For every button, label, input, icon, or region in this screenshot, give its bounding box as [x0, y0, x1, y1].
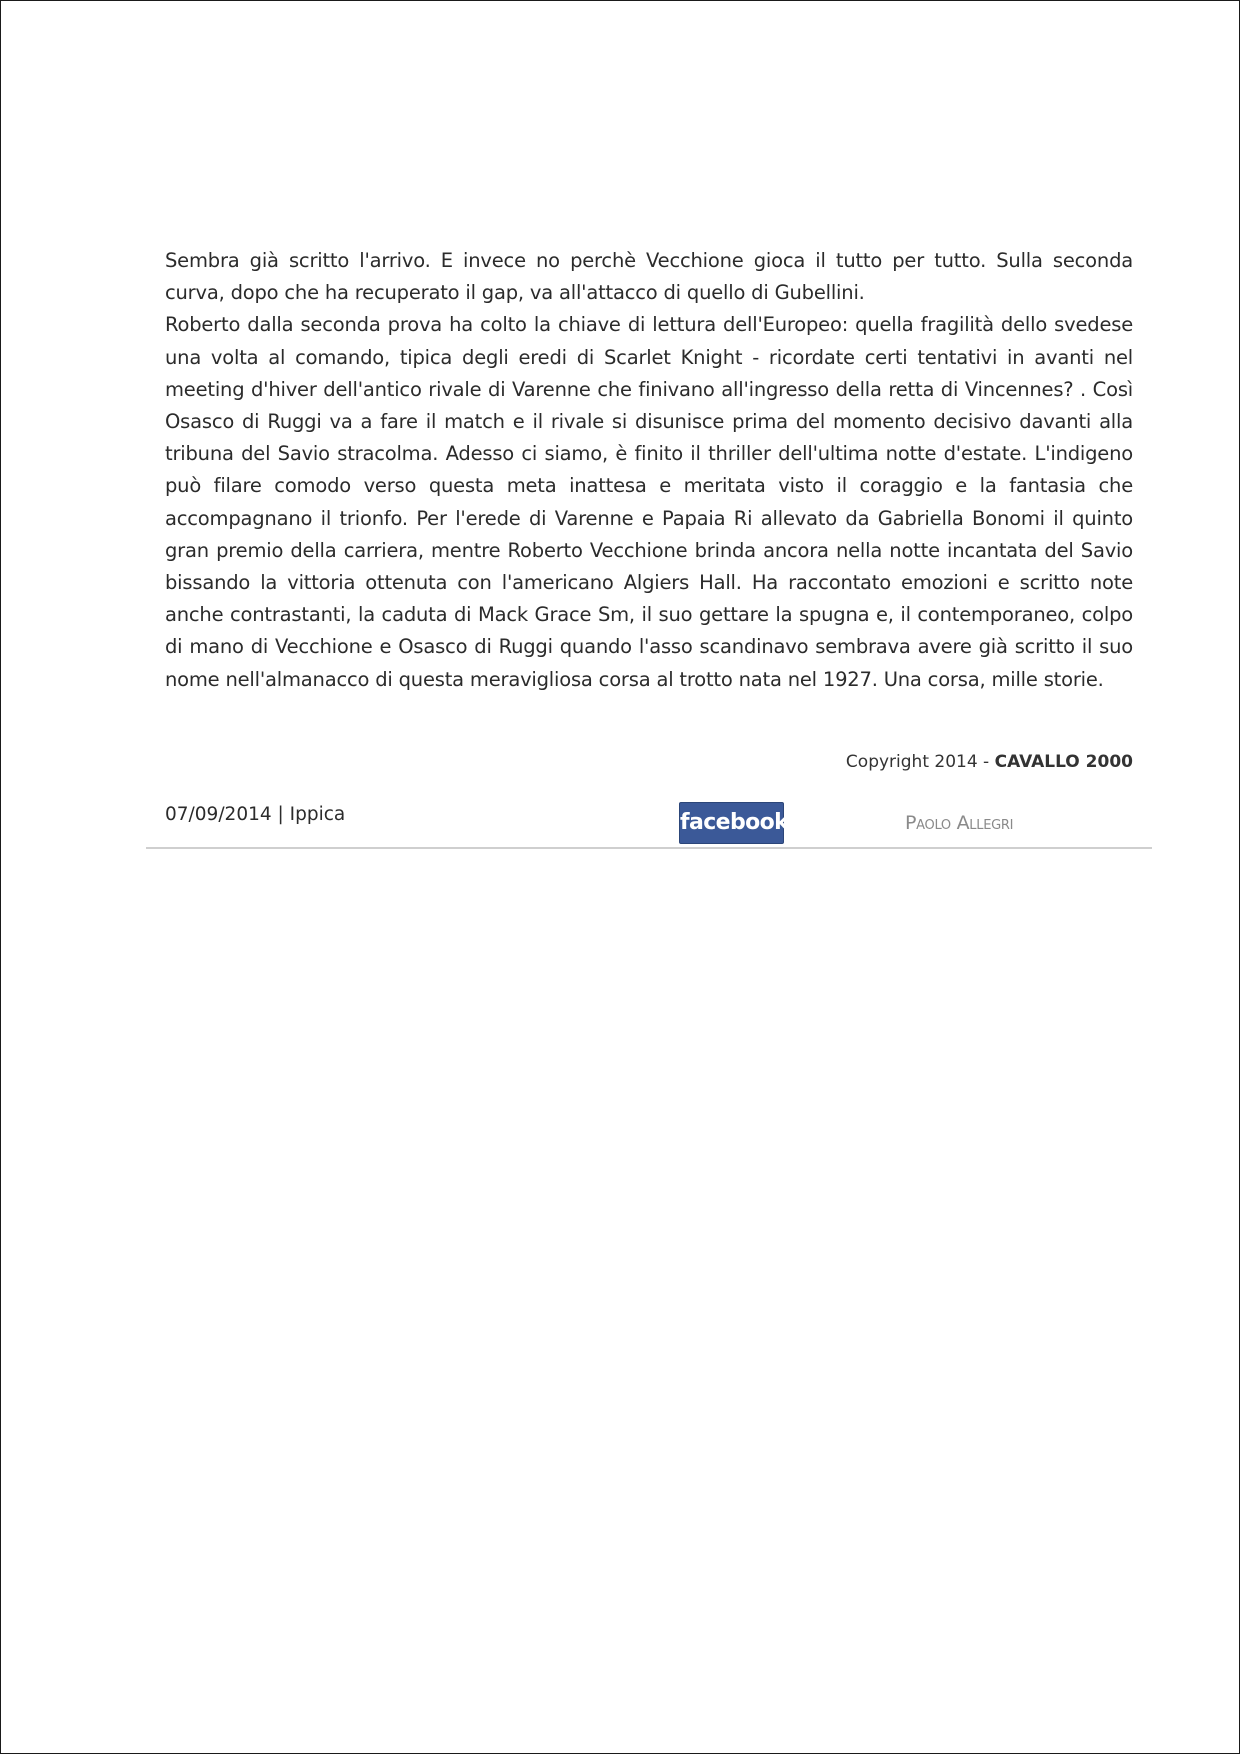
article — [165, 245, 1133, 696]
article-paragraph-1: Sembra già scritto l'arrivo. E invece no perchè Vecchione gioca il tutto per tutto. Sulla seconda curva, dopo che ha recuperato il gap, va all'attacco di quello di Gubellini. — [165, 249, 1133, 305]
article-paragraph-2: Roberto dalla seconda prova ha colto la chiave di lettura dell'Europeo: quella fragilità dello svedese una volta al comando, tipica degli eredi di Scarlet Knight - ricordate certi tentativi in avanti nel meeting d'hiver dell'antico rivale di Varenne che finivano all'ingresso della retta di Vincennes? . Così Osasco di Ruggi va a fare il match e il rivale si disunisce prima del momento decisivo davanti alla tribuna del Savio stracolma. Adesso ci siamo, è finito il thriller dell'ultima notte d'estate. L'indigeno può filare comodo verso questa meta inattesa e meritata visto il coraggio e la fantasia che accompagnano il trionfo. Per l'erede di Varenne e Papaia Ri allevato da Gabriella Bonomi il quinto gran premio della carriera, mentre Roberto Vecchione brinda ancora nella notte incantata del Savio bissando la vittoria ottenuta con l'americano Algiers Hall. Ha raccontato emozioni e scritto note anche contrastanti, la caduta di Mack Grace Sm, il suo gettare la spugna e, il contemporaneo, colpo di mano di Vecchione e Osasco di Ruggi quando l'asso scandinavo sembrava avere già scritto il suo nome nell'almanacco di questa meravigliosa corsa al trotto nata nel 1927. Una corsa, mille storie. — [165, 313, 1133, 691]
category-link[interactable]: Ippica — [289, 804, 346, 825]
publish-date: 07/09/2014 — [165, 804, 272, 825]
article-meta — [165, 804, 345, 825]
copyright-brand: CAVALLO 2000 — [994, 752, 1133, 772]
meta-separator: | — [271, 804, 290, 825]
facebook-share-button[interactable]: facebook — [679, 802, 784, 844]
author-name: Paolo Allegri — [905, 812, 1014, 834]
footer-divider — [146, 847, 1152, 849]
article-body — [165, 245, 1133, 696]
copyright-notice — [165, 752, 1133, 772]
copyright-prefix: Copyright 2014 - — [845, 752, 995, 772]
